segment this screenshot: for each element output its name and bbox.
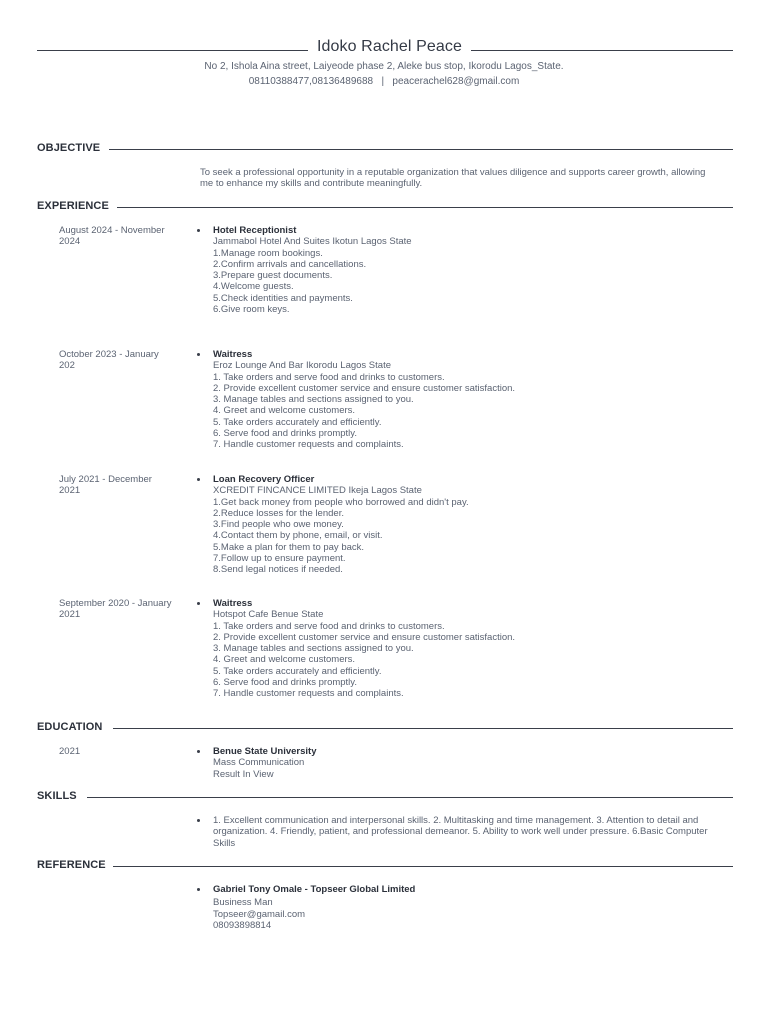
contact-line [0, 74, 768, 89]
reference-section-heading [37, 859, 733, 873]
skills-section-heading [37, 790, 733, 804]
section-title: EDUCATION [37, 721, 106, 733]
bullet-icon [197, 819, 200, 822]
section-title: REFERENCE [37, 859, 110, 871]
duty-line: 1. Take orders and serve food and drinks to customers. [213, 371, 445, 383]
header-rule-right [471, 50, 733, 51]
duty-line: 2.Reduce losses for the lender. [213, 507, 344, 519]
duty-line: 5. Take orders accurately and efficiently. [213, 416, 382, 428]
skills-text: 1. Excellent communication and interpersonal skills. 2. Multitasking and time management. 3. Attention to detail and organization. 4. Friendly, patient, and professional demeanor. 5. Ability to work well under pressure. 6.Basic Computer Skills [213, 815, 708, 849]
bullet-icon [197, 888, 200, 891]
duty-line: 8.Send legal notices if needed. [213, 564, 343, 576]
address: No 2, Ishola Aina street, Laiyeode phase 2, Aleke bus stop, Ikorodu Lagos_State. [204, 61, 564, 72]
duty-line: 7. Handle customer requests and complaints. [213, 688, 404, 700]
entry-body [200, 225, 733, 315]
duty-line: 7.Follow up to ensure payment. [213, 553, 346, 565]
duty-line: 4.Contact them by phone, email, or visit. [213, 530, 383, 542]
result: Result In View [213, 768, 274, 780]
entry-body [200, 474, 733, 576]
duty-line: 1. Take orders and serve food and drinks to customers. [213, 620, 445, 632]
duty-line: 4. Greet and welcome customers. [213, 654, 356, 666]
duty-line: 1.Manage room bookings. [213, 247, 323, 259]
experience-section-heading [37, 200, 733, 214]
entry-body [200, 598, 733, 700]
name-row [0, 38, 768, 60]
entry-date: September 2020 - January 2021 [59, 598, 172, 621]
bullet-icon [197, 478, 200, 481]
employer: Jammabol Hotel And Suites Ikotun Lagos State [213, 236, 412, 248]
entry-date: 2021 [59, 746, 81, 757]
section-title: SKILLS [37, 790, 81, 802]
entry-body [200, 746, 733, 780]
duty-line: 4.Welcome guests. [213, 281, 294, 293]
bullet-icon [197, 229, 200, 232]
duty-line: 2.Confirm arrivals and cancellations. [213, 258, 367, 270]
resume-header [0, 38, 768, 89]
duty-line: 2. Provide excellent customer service and ensure customer satisfaction. [213, 631, 516, 643]
job-title: Loan Recovery Officer [213, 474, 315, 485]
duty-line: 6. Serve food and drinks promptly. [213, 677, 357, 689]
contact-separator: | [381, 76, 385, 87]
entry-body [200, 815, 733, 849]
header-rule-left [37, 50, 308, 51]
reference-position: Business Man [213, 897, 273, 909]
school-name: Benue State University [213, 746, 317, 757]
duty-line: 1.Get back money from people who borrowed and didn't pay. [213, 496, 469, 508]
duty-line: 3. Manage tables and sections assigned to you. [213, 394, 414, 406]
job-title: Waitress [213, 349, 253, 360]
job-title: Waitress [213, 598, 253, 609]
email-address: peacerachel628@gmail.com [392, 76, 520, 87]
reference-name: Gabriel Tony Omale - Topseer Global Limited [213, 884, 416, 895]
duty-line: 5.Make a plan for them to pay back. [213, 541, 365, 553]
section-title: EXPERIENCE [37, 200, 113, 212]
employer: Eroz Lounge And Bar Ikorodu Lagos State [213, 360, 391, 372]
objective-text: To seek a professional opportunity in a reputable organization that values diligence and supports career growth, allowing me to enhance my skills and contribute meaningfully. [200, 167, 706, 190]
duty-line: 7. Handle customer requests and complaints. [213, 439, 404, 451]
section-rule [117, 207, 733, 208]
duty-line: 6. Serve food and drinks promptly. [213, 428, 357, 440]
bullet-icon [197, 750, 200, 753]
reference-phone: 08093898814 [213, 919, 272, 931]
duty-line: 6.Give room keys. [213, 304, 290, 316]
entry-body [200, 349, 733, 451]
bullet-icon [197, 353, 200, 356]
section-rule [113, 866, 733, 867]
employer: XCREDIT FINCANCE LIMITED Ikeja Lagos State [213, 485, 422, 497]
reference-email: Topseer@gamail.com [213, 908, 306, 920]
entry-date: October 2023 - January 202 [59, 349, 159, 372]
section-rule [109, 149, 733, 150]
bullet-icon [197, 602, 200, 605]
course: Mass Communication [213, 757, 305, 769]
duty-line: 3. Manage tables and sections assigned to you. [213, 643, 414, 655]
duty-line: 3.Prepare guest documents. [213, 270, 333, 282]
entry-date: August 2024 - November 2024 [59, 225, 165, 248]
employer: Hotspot Cafe Benue State [213, 609, 324, 621]
duty-line: 4. Greet and welcome customers. [213, 405, 356, 417]
duty-line: 5.Check identities and payments. [213, 292, 353, 304]
entry-date: July 2021 - December 2021 [59, 474, 152, 497]
education-section-heading [37, 721, 733, 735]
job-title: Hotel Receptionist [213, 225, 297, 236]
duty-line: 3.Find people who owe money. [213, 519, 344, 531]
section-rule [87, 797, 733, 798]
section-title: OBJECTIVE [37, 142, 104, 154]
section-rule [113, 728, 733, 729]
duty-line: 5. Take orders accurately and efficiently. [213, 665, 382, 677]
entry-body [200, 884, 733, 931]
phone-numbers: 08110388477,08136489688 [248, 76, 374, 87]
objective-section-heading [37, 142, 733, 156]
duty-line: 2. Provide excellent customer service and ensure customer satisfaction. [213, 382, 516, 394]
candidate-name: Idoko Rachel Peace [316, 38, 462, 55]
